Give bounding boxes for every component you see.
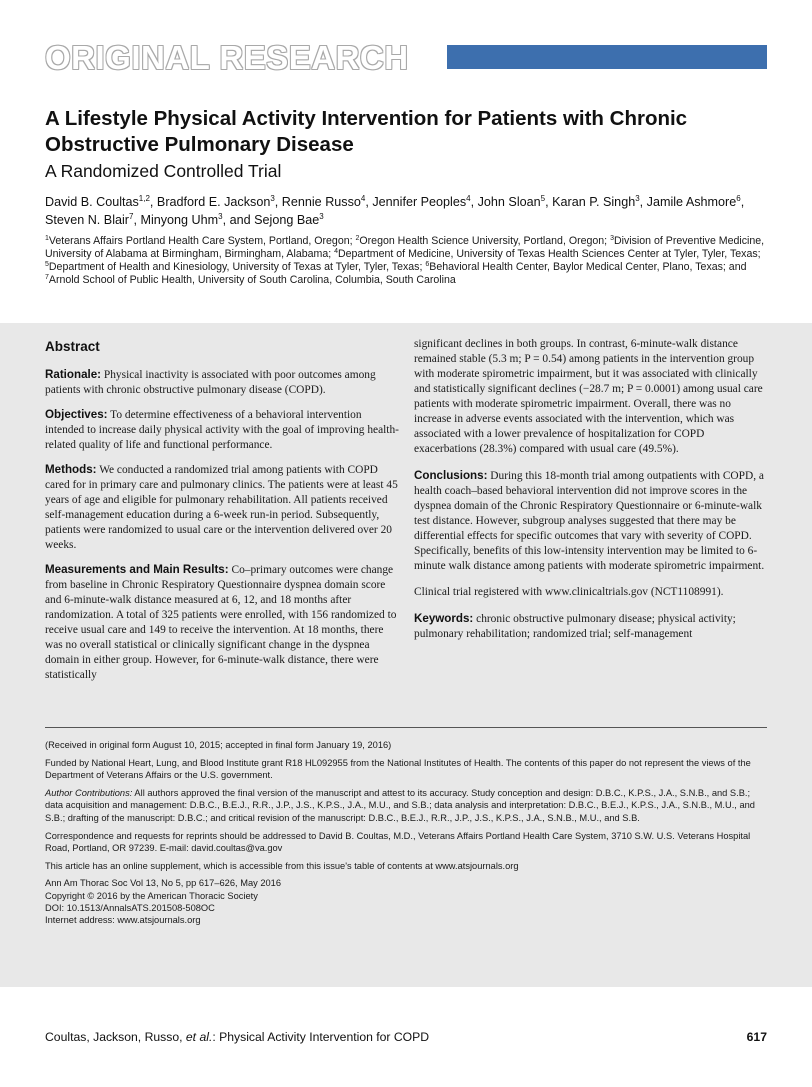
methods-paragraph xyxy=(45,462,399,553)
author-affiliation-mark: 4 xyxy=(360,194,366,203)
affiliation-text: Department of Health and Kinesiology, University of Texas at Tyler, Tyler, Texas; xyxy=(48,261,426,273)
journal-citation: Ann Am Thorac Soc Vol 13, No 5, pp 617–626, May 2016 xyxy=(45,878,282,889)
affiliation-mark: 4 xyxy=(334,248,338,255)
title-line-2: Obstructive Pulmonary Disease xyxy=(45,133,354,156)
author-affiliation-mark: 3 xyxy=(635,194,640,203)
author-name: Jennifer Peoples xyxy=(372,195,467,209)
methods-text: We conducted a randomized trial among patients with COPD cared for in primary care and pulmonary clinics. The patients were at least 45 years of age and eligible for pulmonary rehabilitation. All patients received self-management education during a 6-week run-in period. Subsequently, patients were randomized to usual care or the intervention delivered over 20 weeks. xyxy=(45,464,398,551)
author-affiliation-mark: 6 xyxy=(736,194,741,203)
footnote-divider xyxy=(45,727,767,728)
footer-et-al: et al. xyxy=(185,1030,213,1044)
internet-address: Internet address: www.atsjournals.org xyxy=(45,914,201,925)
author-affiliation-mark: 3 xyxy=(270,194,275,203)
banner-bar xyxy=(447,45,767,69)
measurements-paragraph xyxy=(45,562,399,683)
supplement-note: This article has an online supplement, which is accessible from this issue's table of contents at www.atsjournals.org xyxy=(45,860,519,871)
affiliation-mark: 3 xyxy=(610,235,614,242)
author-name: David B. Coultas xyxy=(45,195,139,209)
author-affiliation-mark: 1,2 xyxy=(138,194,150,203)
article-subtitle: A Randomized Controlled Trial xyxy=(45,161,282,181)
abstract-heading: Abstract xyxy=(45,339,100,354)
affiliation-mark: 2 xyxy=(355,235,360,242)
measurements-text: Co–primary outcomes were change from baseline in Chronic Respiratory Questionnaire dyspnea domain score and 6-minute-walk distance measured at 6, 12, and 18 months after randomization. A total of 325 patients were enrolled, with 156 randomized to receive usual care and 149 to receive the intervention. At 18 months, there was no overall statistical or clinically significant change in the dyspnea domain in either group. However, for 6-minute-walk distance, there were statistically xyxy=(45,564,397,681)
title-line-1: A Lifestyle Physical Activity Intervention for Patients with Chronic xyxy=(45,107,688,130)
author-affiliation-mark: 7 xyxy=(129,212,134,221)
abstract-column-right xyxy=(414,337,768,653)
affiliation-mark: 5 xyxy=(45,261,49,268)
conclusions-paragraph xyxy=(414,468,768,574)
abstract-column-left xyxy=(45,337,399,692)
author-name: Minyong Uhm xyxy=(140,213,219,227)
contributions-label: Author Contributions: xyxy=(45,787,133,798)
objectives-paragraph xyxy=(45,407,399,453)
funding-note: Funded by National Heart, Lung, and Blood Institute grant R18 HL092955 from the National Institutes of Health. The contents of this paper do not represent the views of the Department of Veterans Affairs or the U.S. government. xyxy=(45,757,751,781)
author-affiliation-mark: 5 xyxy=(540,194,546,203)
author-affiliation-mark: 3 xyxy=(319,212,324,221)
affiliation-text: Behavioral Health Center, Baylor Medical Center, Plano, Texas; and xyxy=(429,261,747,273)
correspondence-note: Correspondence and requests for reprints should be addressed to David B. Coultas, M.D., Veterans Affairs Portland Health Care System, 3710 S.W. U.S. Veterans Hospital Road, Portland, OR 97239. E-mail: david.coultas@va.gov xyxy=(45,830,751,854)
footer-title: : Physical Activity Intervention for COPD xyxy=(212,1030,430,1044)
keywords-paragraph xyxy=(414,611,768,642)
affiliation-mark: 6 xyxy=(425,261,430,268)
keywords-text: chronic obstructive pulmonary disease; physical activity; pulmonary rehabilitation; randomized trial; self-management xyxy=(414,613,736,640)
affiliation-text: Veterans Affairs Portland Health Care System, Portland, Oregon; xyxy=(48,235,356,247)
affiliation-mark: 1 xyxy=(45,235,49,242)
rationale-paragraph xyxy=(45,367,399,398)
author-name: Rennie Russo xyxy=(281,195,361,209)
conclusions-text: During this 18-month trial among outpatients with COPD, a health coach–based behavioral intervention did not improve scores in the dyspnea domain of the Chronic Respiratory Questionnaire or 6-minute-walk test distance. However, subgroup analyses suggested that there may be differential effects for specific outcomes that vary with severity of COPD. Specifically, benefits of this low-intensity intervention may be limited to 6-minute walk distance among patients with moderate spirometric impairment. xyxy=(414,470,765,572)
author-name: John Sloan xyxy=(477,195,541,209)
keywords-label: Keywords: xyxy=(414,612,474,625)
copyright: Copyright © 2016 by the American Thoracic Society xyxy=(45,890,258,901)
methods-label: Methods: xyxy=(45,463,97,476)
objectives-text: To determine effectiveness of a behavioral intervention intended to increase daily physical activity with the goal of improving health-related quality of life and functional performance. xyxy=(45,409,399,451)
author-list: David B. Coultas$^{1,2}$, Bradford E. Jackson$^3$, Rennie Russo$^4$, Jennifer Peoples$^4$, John Sloan$^5$, Karan P. Singh$^3$, Jamile Ashmore$^6$, Steven N. Blair$^7$, Minyong Uhm$^3$, and Sejong Bae$^3$ xyxy=(45,194,745,227)
page-number: 617 xyxy=(746,1030,767,1044)
affiliations xyxy=(45,235,769,287)
article-title xyxy=(45,106,767,158)
affiliation-text: Oregon Health Science University, Portland, Oregon; xyxy=(359,235,611,247)
footer-authors: Coultas, Jackson, Russo, xyxy=(45,1030,186,1044)
author-name: Sejong Bae xyxy=(254,213,320,227)
affiliation-mark: 7 xyxy=(45,274,49,281)
contributions-note xyxy=(45,787,769,825)
author-name: Bradford E. Jackson xyxy=(156,195,271,209)
received-note: (Received in original form August 10, 2015; accepted in final form January 19, 2016) xyxy=(45,740,392,750)
doi: DOI: 10.1513/AnnalsATS.201508-508OC xyxy=(45,902,215,913)
affiliation-text: Arnold School of Public Health, University of South Carolina, Columbia, South Carolina xyxy=(48,274,456,286)
objectives-label: Objectives: xyxy=(45,408,108,421)
trial-registration: Clinical trial registered with www.clinicaltrials.gov (NCT1108991). xyxy=(414,586,724,598)
author-name: Jamile Ashmore xyxy=(646,195,737,209)
conclusions-label: Conclusions: xyxy=(414,469,488,482)
author-affiliation-mark: 3 xyxy=(218,212,223,221)
rationale-label: Rationale: xyxy=(45,368,102,381)
contributions-text: All authors approved the final version of the manuscript and attest to its accuracy. Study conception and design: D.B.C., K.P.S., J.A., S.N.B., and S.B.; data acquisition and management: D.B.C., B.E.J., R.R., J.P., J.S., K.P.S., J.A., M.U., and S.B.; data analysis and interpretation: D.B.C., B.E.J., K.P.S., J.A., S.N.B., M.U., and S.B.; drafting of the manuscript: D.B.C.; and critical revision of the manuscript: D.B.C., B.E.J., R.R., J.P., J.S., K.P.S., J.A., S.N.B., M.U., and S.B. xyxy=(45,787,755,823)
rationale-text: Physical inactivity is associated with poor outcomes among patients with chronic obstructive pulmonary disease (COPD). xyxy=(45,369,376,396)
author-name: Steven N. Blair xyxy=(45,213,129,227)
affiliation-text: Division of Preventive Medicine, University of Alabama at Birmingham, Birmingham, Alabama; xyxy=(45,235,765,260)
running-footer xyxy=(45,1029,767,1045)
journal-info xyxy=(45,877,769,926)
section-banner xyxy=(45,38,767,76)
section-label: ORIGINAL RESEARCH xyxy=(45,39,409,76)
affiliation-text: Department of Medicine, University of Texas Health Sciences Center at Tyler, Tyler, Texas; xyxy=(338,248,761,260)
author-affiliation-mark: 4 xyxy=(466,194,471,203)
results-continued: significant declines in both groups. In contrast, 6-minute-walk distance remained stable (5.3 m; P = 0.54) among patients in the intervention group with moderate spirometric impairment, but it was associated with clinically and statistically significant declines (−28.7 m; P = 0.0001) among usual care patients with moderate spirometric impairment. Overall, there was no increase in adverse events associated with the intervention, which was associated with a lower prevalence of hospitalization for COPD exacerbations (28.3%) compared with usual care (49.5%). xyxy=(414,338,763,455)
measurements-label: Measurements and Main Results: xyxy=(45,563,229,576)
author-name: Karan P. Singh xyxy=(552,195,636,209)
footnotes xyxy=(45,739,769,931)
